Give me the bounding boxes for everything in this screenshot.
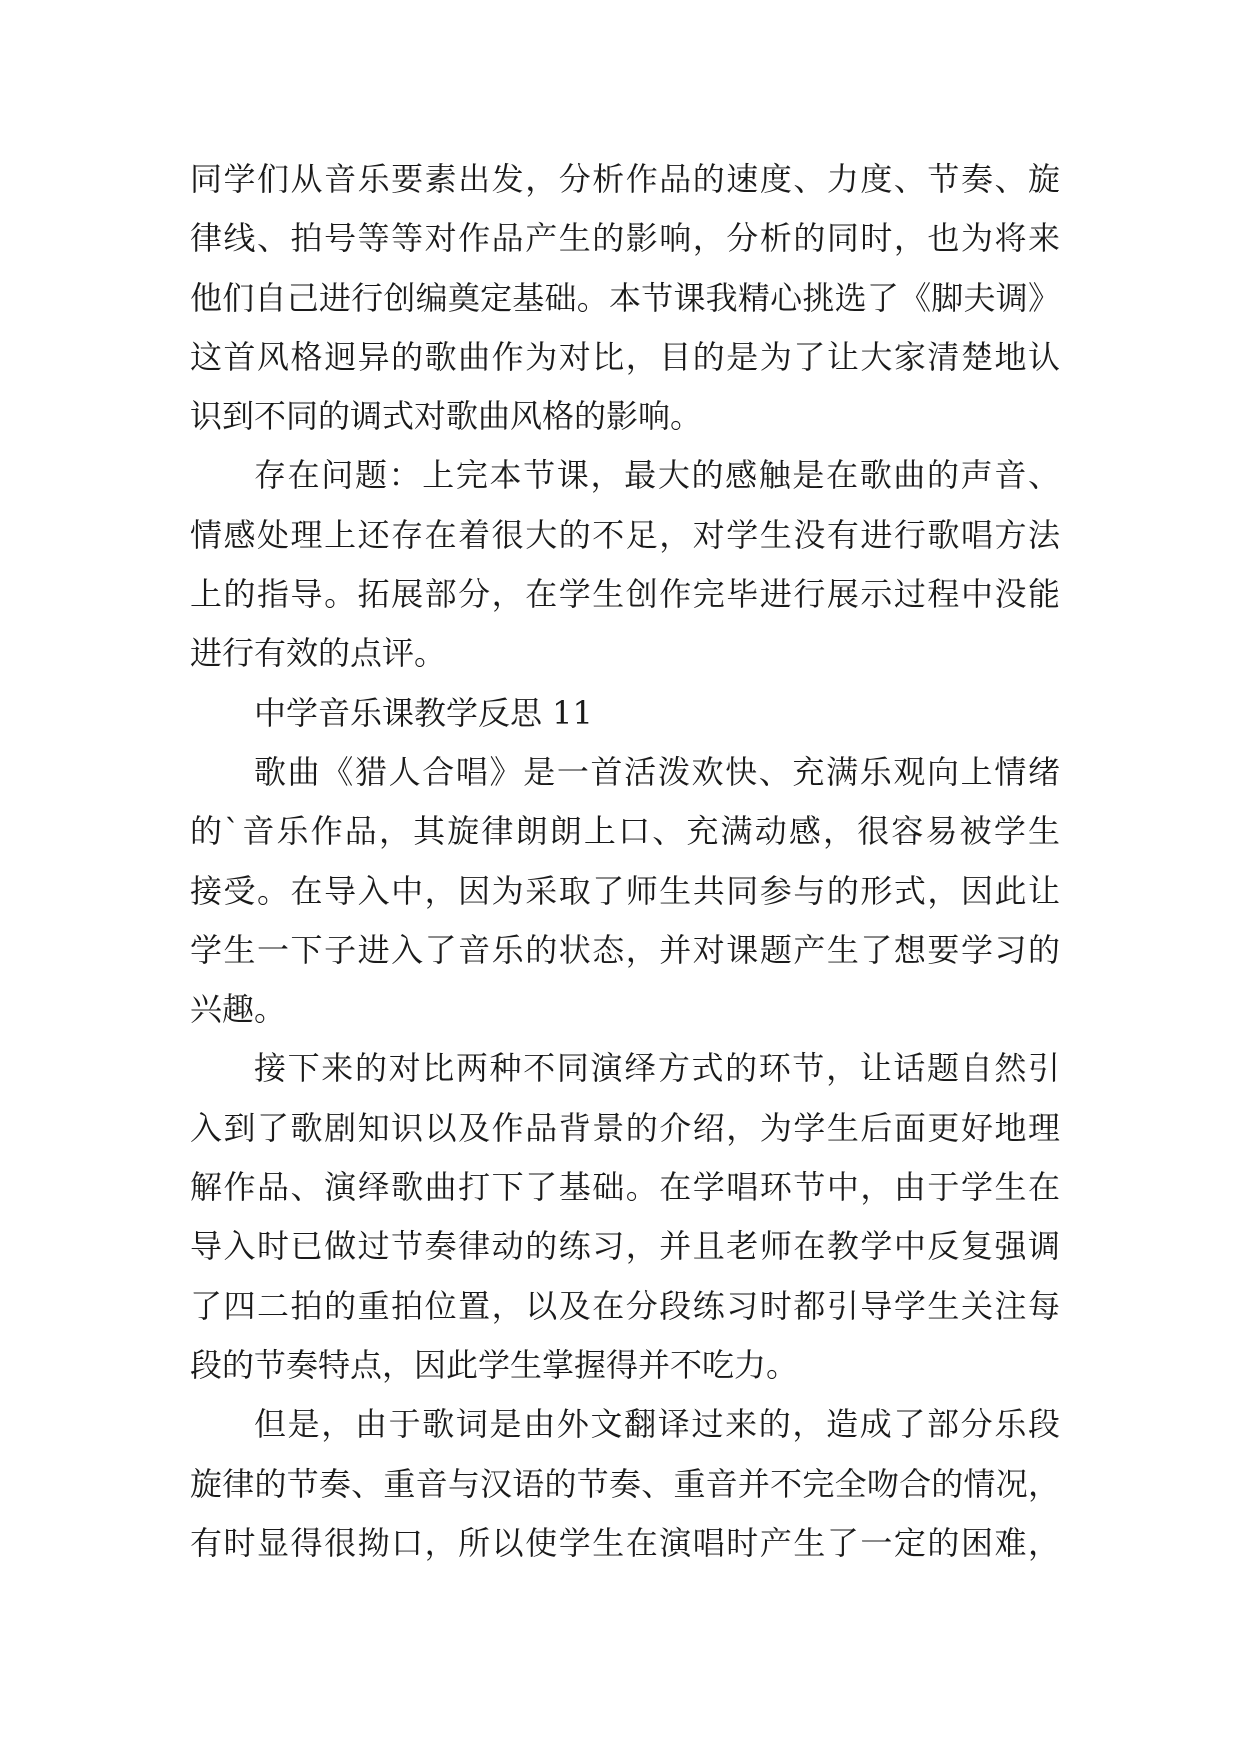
text-line: 有时显得很拗口，所以使学生在演唱时产生了一定的困难， (190, 1523, 1060, 1562)
text-line: 兴趣。 (190, 990, 287, 1029)
text-line: 进行有效的点评。 (190, 634, 447, 673)
text-line: 律线、拍号等等对作品产生的影响，分析的同时，也为将来 (190, 219, 1060, 258)
text-line: 这首风格迥异的歌曲作为对比，目的是为了让大家清楚地认 (190, 337, 1060, 376)
body-text (190, 150, 1060, 1573)
text-line: 学生一下子进入了音乐的状态，并对课题产生了想要学习的 (190, 930, 1060, 969)
text-line: 旋律的节奏、重音与汉语的节奏、重音并不完全吻合的情况， (190, 1464, 1060, 1503)
text-line: 接下来的对比两种不同演绎方式的环节，让话题自然引 (254, 1049, 1060, 1088)
text-line: 识到不同的调式对歌曲风格的影响。 (190, 397, 703, 436)
text-line: 了四二拍的重拍位置，以及在分段练习时都引导学生关注每 (190, 1286, 1060, 1325)
text-line: 同学们从音乐要素出发，分析作品的速度、力度、节奏、旋 (190, 160, 1060, 198)
text-line: 入到了歌剧知识以及作品背景的介绍，为学生后面更好地理 (190, 1108, 1060, 1147)
text-line: 歌曲《猎人合唱》是一首活泼欢快、充满乐观向上情绪 (254, 752, 1060, 791)
text-line: 导入时已做过节奏律动的练习，并且老师在教学中反复强调 (190, 1227, 1060, 1266)
text-line: 接受。在导入中，因为采取了师生共同参与的形式，因此让 (190, 871, 1060, 910)
text-line: 上的指导。拓展部分，在学生创作完毕进行展示过程中没能 (190, 575, 1060, 614)
text-line: 解作品、演绎歌曲打下了基础。在学唱环节中，由于学生在 (190, 1168, 1060, 1207)
text-line: 情感处理上还存在着很大的不足，对学生没有进行歌唱方法 (190, 515, 1060, 554)
section-heading: 中学音乐课教学反思 11 (254, 693, 593, 732)
text-line: 但是，由于歌词是由外文翻译过来的，造成了部分乐段 (254, 1405, 1060, 1444)
text-line: 段的节奏特点，因此学生掌握得并不吃力。 (190, 1345, 799, 1384)
text-line: 他们自己进行创编奠定基础。本节课我精心挑选了《脚夫调》 (190, 278, 1060, 317)
text-line: 的`音乐作品，其旋律朗朗上口、充满动感，很容易被学生 (190, 812, 1060, 851)
text-line: 存在问题：上完本节课，最大的感触是在歌曲的声音、 (254, 456, 1060, 495)
